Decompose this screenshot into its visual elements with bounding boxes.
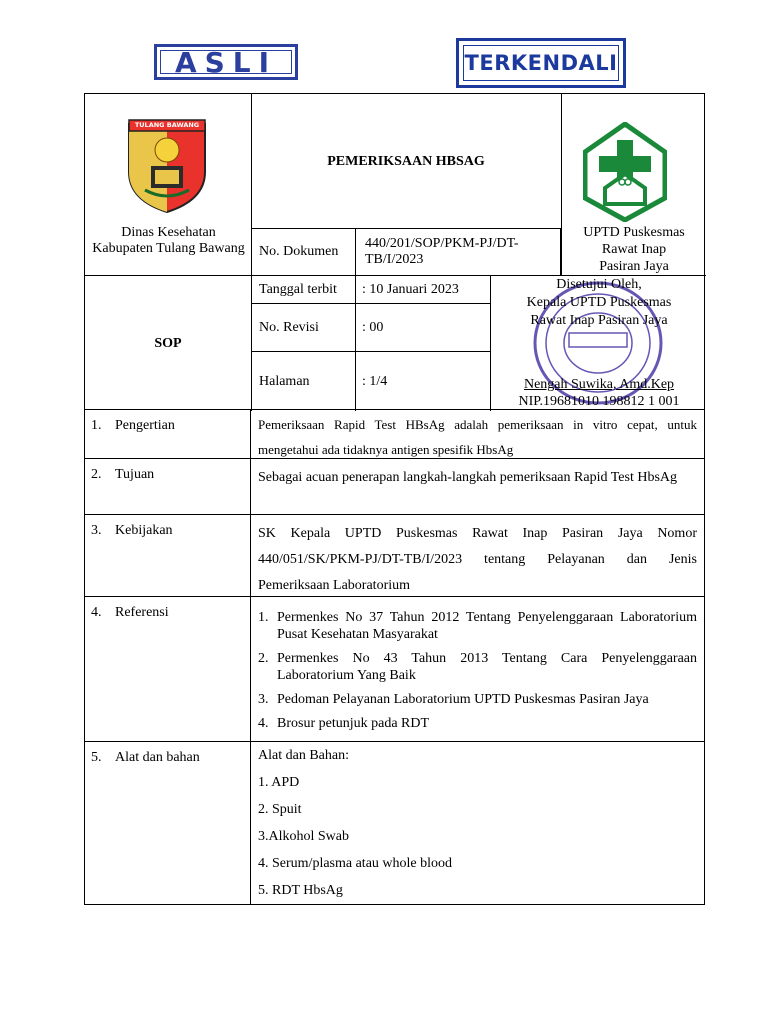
right-org-line2: Rawat Inap [601,242,667,257]
alat-item: 5. RDT HbsAg [258,883,343,898]
logo-banner-text: TULANG BAWANG [134,121,200,129]
kebijakan-num: 3. [91,523,102,538]
terkendali-stamp: TERKENDALI [456,38,626,88]
referensi-item: 1. Permenkes No 37 Tahun 2012 Tentang Penyelenggaraan Laboratorium Pusat Kesehatan Masyarakat [258,610,697,642]
alat-heading: Alat dan Bahan: [258,748,349,763]
alat-row [84,742,705,905]
tanggal-label: Tanggal terbit [259,281,337,297]
pengertian-row [84,410,705,459]
approval-line2: Kepala UPTD Puskesmas [526,295,672,310]
pengertian-num: 1. [91,418,102,433]
revisi-label-cell [251,303,356,352]
puskesmas-logo [583,122,667,222]
halaman-value: : 1/4 [362,373,388,389]
referensi-item: 2. Permenkes No 43 Tahun 2013 Tentang Cara Penyelenggaraan Laboratorium Yang Baik [258,651,697,683]
approval-cell [490,275,706,411]
halaman-label-cell [251,351,356,411]
sop-cell [85,275,252,411]
no-dokumen-value-cell [355,228,561,276]
alat-item: 2. Spuit [258,802,302,817]
approval-line1: Disetujui Oleh, [556,277,642,292]
right-logo-cell [561,94,705,275]
tujuan-row [84,459,705,515]
kebijakan-row [84,515,705,597]
asli-stamp: ASLI [154,44,298,80]
tulang-bawang-logo [125,116,209,214]
no-dokumen-label-cell [251,228,356,276]
halaman-label: Halaman [259,373,310,389]
tujuan-label: Tujuan [115,467,155,482]
tujuan-num: 2. [91,467,102,482]
kebijakan-label: Kebijakan [115,523,173,538]
left-org-line2: Kabupaten Tulang Bawang [92,241,245,256]
header-table [84,93,705,410]
tanggal-label-cell [251,275,356,304]
approval-name: Nengah Suwika, Amd.Kep [523,377,675,392]
referensi-num: 4. [91,605,102,620]
tanggal-value-cell [355,275,491,304]
tujuan-text: Sebagai acuan penerapan langkah-langkah pemeriksaan Rapid Test HbsAg [258,470,678,485]
right-org-line1: UPTD Puskesmas [583,225,685,240]
referensi-item: 4. Brosur petunjuk pada RDT [258,716,430,731]
alat-num: 5. [91,750,102,765]
title-cell [251,94,561,229]
revisi-label: No. Revisi [259,319,319,335]
referensi-item: 3. Pedoman Pelayanan Laboratorium UPTD Puskesmas Pasiran Jaya [258,692,649,707]
pengertian-label: Pengertian [115,418,175,433]
kebijakan-text: SK Kepala UPTD Puskesmas Rawat Inap Pasiran Jaya Nomor 440/051/SK/PKM-PJ/DT-TB/I/2023 tentang Pelayanan dan Jenis Pemeriksaan Laboratorium [258,526,697,593]
alat-label: Alat dan bahan [115,750,200,765]
left-org-line1: Dinas Kesehatan [121,225,216,240]
referensi-label: Referensi [115,605,169,620]
alat-item: 3.Alkohol Swab [258,829,349,844]
referensi-row [84,597,705,742]
approval-nip: NIP.19681010 198812 1 001 [518,394,680,409]
right-org-line3: Pasiran Jaya [599,259,669,274]
tanggal-value: : 10 Januari 2023 [362,281,459,297]
revisi-value: : 00 [362,319,384,335]
alat-item: 4. Serum/plasma atau whole blood [258,856,453,871]
pengertian-text: Pemeriksaan Rapid Test HBsAg adalah pemeriksaan in vitro cepat, untuk mengetahui ada tidaknya antigen spesifik HbsAg [258,417,697,457]
left-logo-cell [85,94,252,277]
approval-line3: Rawat Inap Pasiran Jaya [530,313,668,328]
no-dokumen-value: 440/201/SOP/PKM-PJ/DT-TB/I/2023 [365,236,519,267]
alat-item: 1. APD [258,775,300,790]
document-title: PEMERIKSAAN HBSAG [327,153,485,169]
revisi-value-cell [355,303,491,352]
sop-label: SOP [154,335,182,351]
sop-document [84,93,705,905]
no-dokumen-label: No. Dokumen [259,244,339,259]
halaman-value-cell [355,351,491,411]
referensi-list [258,609,697,732]
